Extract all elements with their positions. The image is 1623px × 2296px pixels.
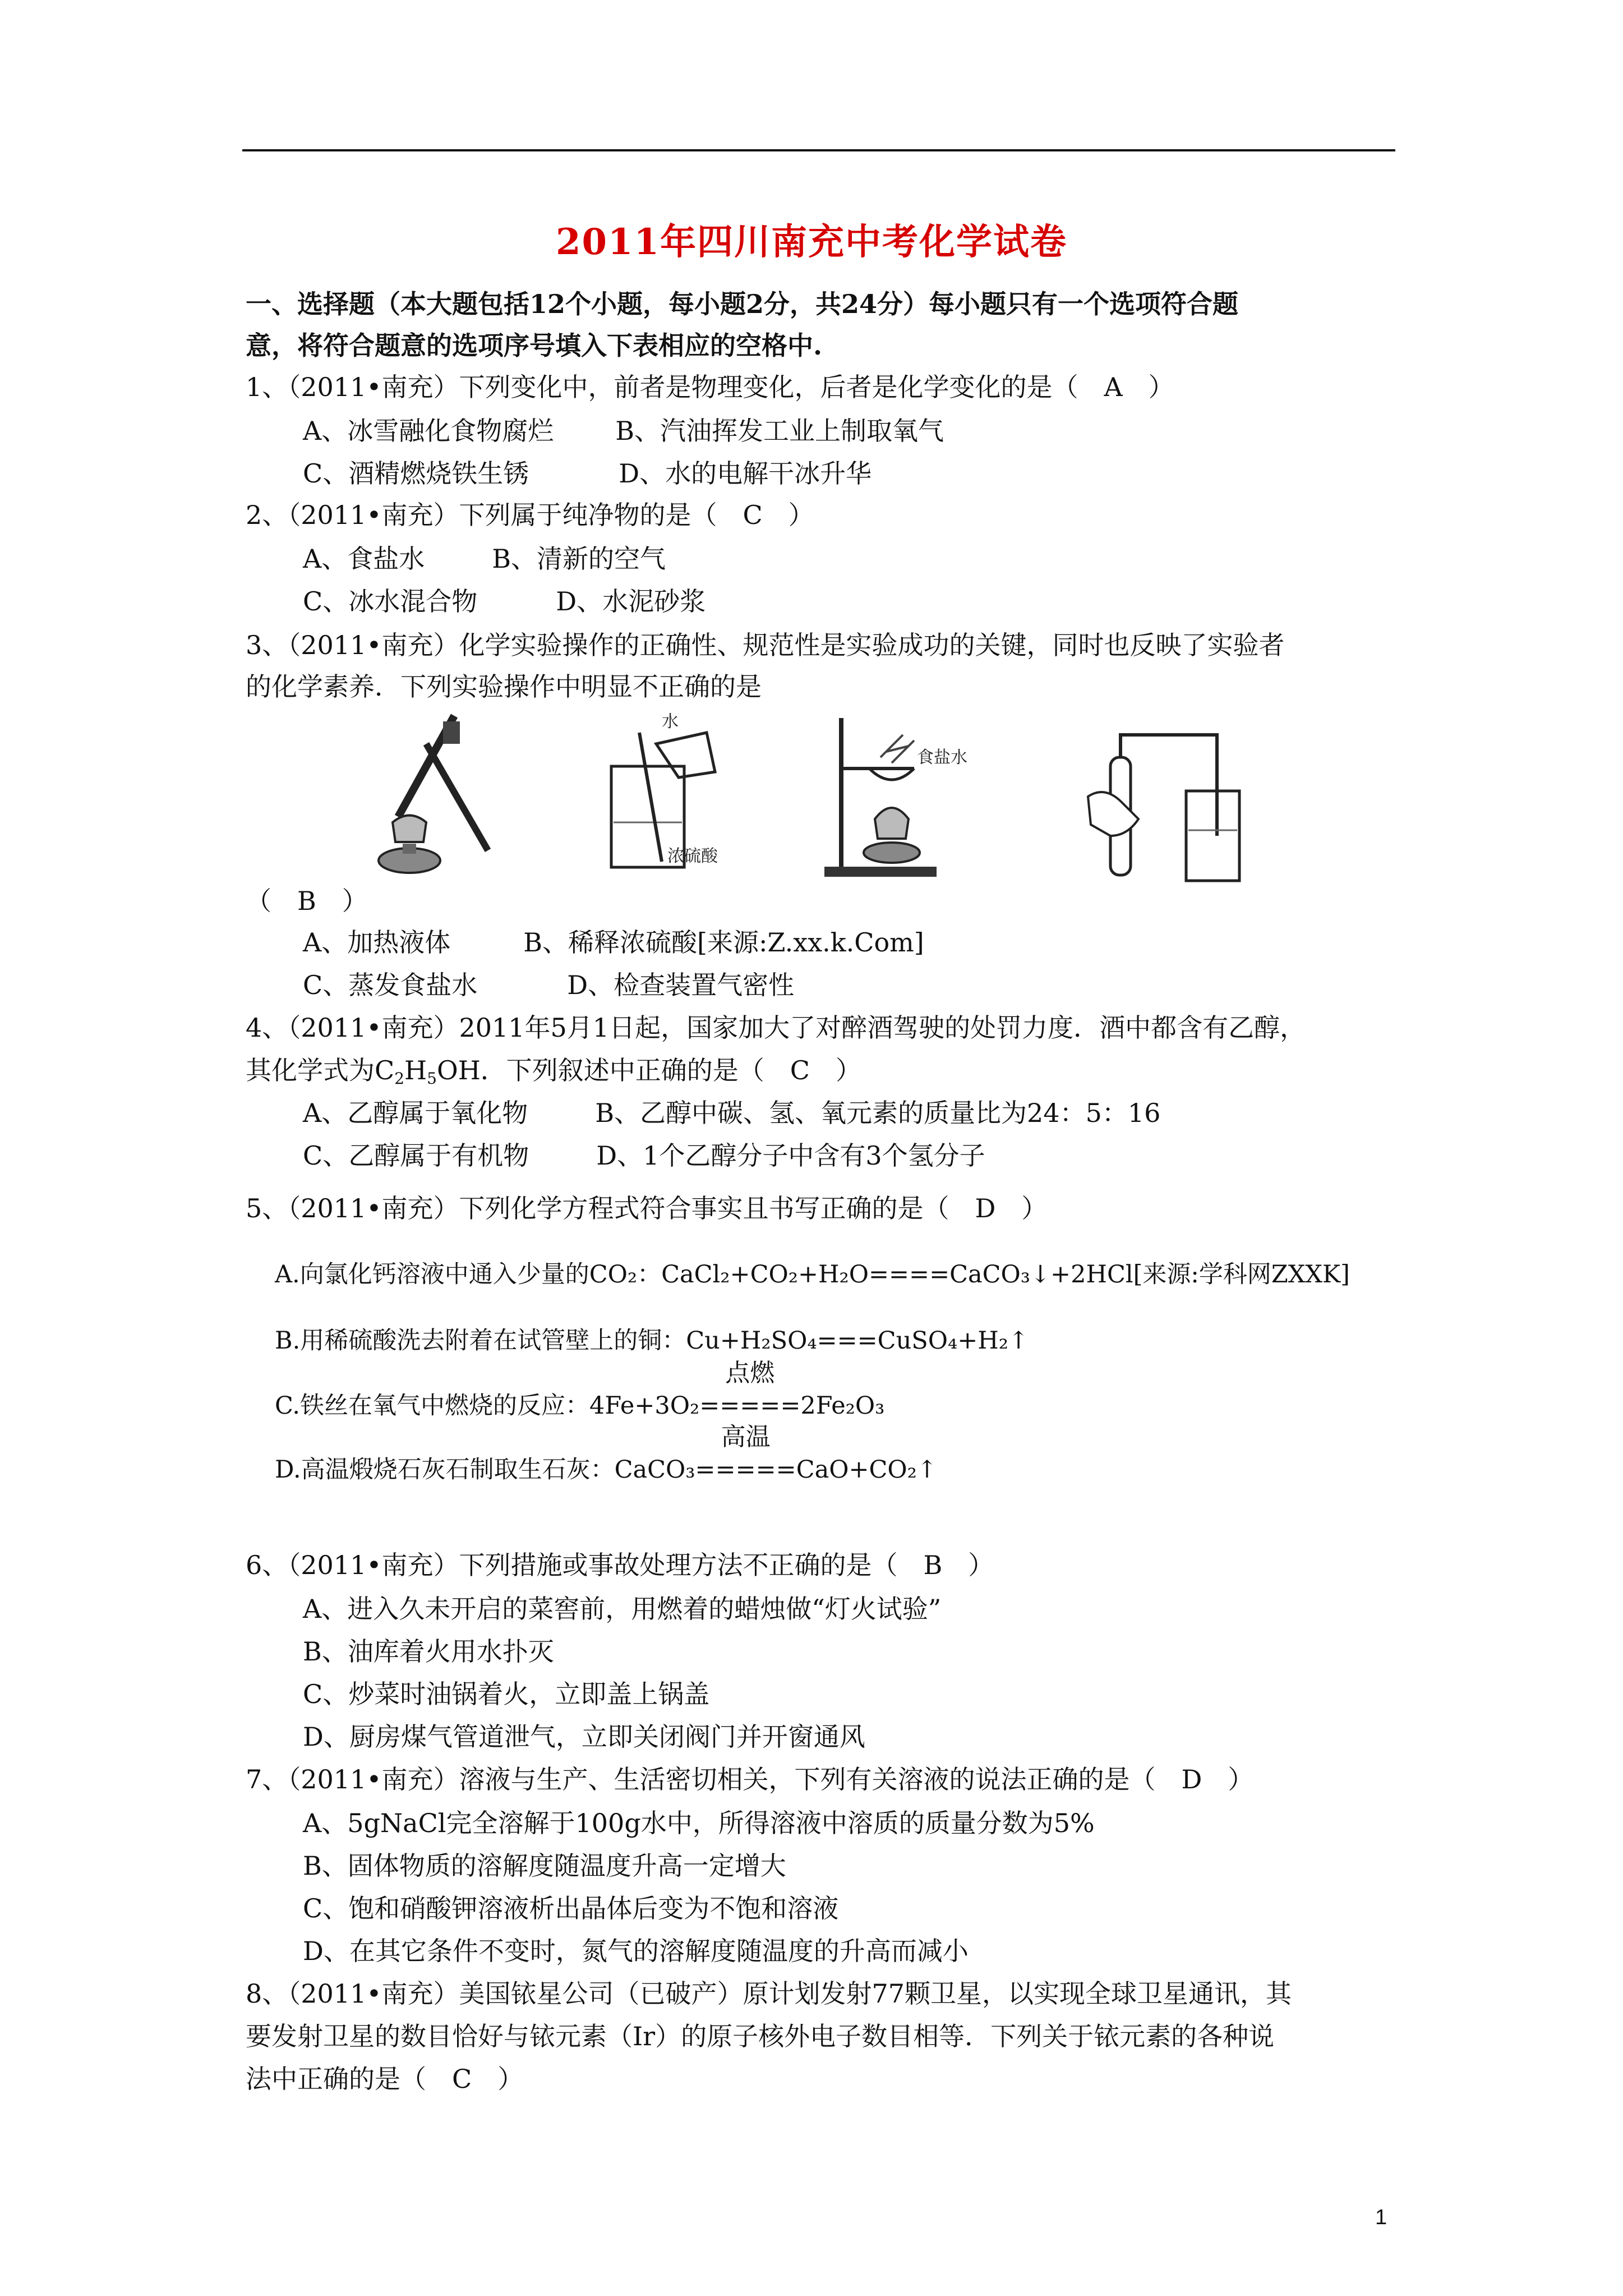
q7-option-b: B、固体物质的溶解度随温度升高一定增大	[303, 1851, 786, 1881]
test-tube-hand-icon	[1077, 724, 1245, 892]
q4-options-row2	[303, 1139, 985, 1172]
q3-option-d: D、检查装置气密性	[567, 970, 795, 1000]
q3-options-row2	[303, 968, 794, 1002]
q4-stem-line2: 其化学式为$C_2H_5OH$．下列叙述中正确的是（ C ）	[246, 1055, 862, 1088]
figure-evaporation	[819, 712, 987, 881]
q1-options-row2	[303, 457, 872, 490]
q3-option-a: A、加热液体	[303, 927, 451, 958]
label-water: 水	[662, 712, 679, 731]
q1-option-d: D、水的电解干冰升华	[619, 458, 872, 489]
q7-stem: 7、（2011•南充）溶液与生产、生活密切相关，下列有关溶液的说法正确的是（ D ）	[246, 1764, 1254, 1795]
q3-stem-line2: 的化学素养．下列实验操作中明显不正确的是	[246, 671, 762, 702]
q8-stem-line2: 要发射卫星的数目恰好与铱元素（Ir）的原子核外电子数目相等．下列关于铱元素的各种说	[246, 2021, 1275, 2051]
q2-option-c: C、冰水混合物	[303, 586, 478, 616]
q3-options-row1	[303, 926, 924, 959]
q6-option-c: C、炒菜时油锅着火，立即盖上锅盖	[303, 1679, 710, 1709]
q4-option-c: C、乙醇属于有机物	[303, 1140, 529, 1171]
beaker-icon	[594, 710, 740, 878]
q5-c-condition: 点燃	[725, 1359, 775, 1387]
q7-option-c: C、饱和硝酸钾溶液析出晶体后变为不饱和溶液	[303, 1893, 839, 1924]
q6-option-a: A、进入久未开启的菜窖前，用燃着的蜡烛做“灯火试验”	[303, 1594, 942, 1624]
q2-option-d: D、水泥砂浆	[556, 586, 706, 616]
q3-option-c: C、蒸发食盐水	[303, 970, 478, 1000]
q1-option-a: A、冰雪融化食物腐烂	[303, 416, 554, 446]
q8-stem-line1: 8、（2011•南充）美国铱星公司（已破产）原计划发射77颗卫星，以实现全球卫星通讯，其	[246, 1978, 1292, 2009]
q6-option-b: B、油库着火用水扑灭	[303, 1636, 554, 1667]
evaporating-dish-icon	[819, 712, 987, 881]
q4-option-a: A、乙醇属于氧化物	[303, 1098, 528, 1128]
q4-option-b: B、乙醇中碳、氢、氧元素的质量比为24：5：16	[595, 1098, 1161, 1128]
q1-options-row1	[303, 414, 944, 448]
q8-stem-line3: 法中正确的是（ C ）	[246, 2064, 524, 2094]
q4-option-d: D、1个乙醇分子中含有3个氢分子	[596, 1140, 985, 1171]
q2-options-row1	[303, 542, 666, 576]
q5-d-condition: 高温	[721, 1423, 771, 1451]
header-rule	[242, 149, 1395, 151]
q1-option-c: C、酒精燃烧铁生锈	[303, 458, 529, 489]
q2-stem: 2、（2011•南充）下列属于纯净物的是（ C ）	[246, 500, 814, 530]
q1-option-b: B、汽油挥发工业上制取氧气	[615, 416, 944, 446]
test-tube-holder-icon	[353, 710, 499, 878]
q7-option-d: D、在其它条件不变时，氮气的溶解度随温度的升高而减小	[303, 1936, 969, 1966]
q4-stem-line1: 4、（2011•南充）2011年5月1日起，国家加大了对醉酒驾驶的处罚力度．酒中都含有乙醇，	[246, 1013, 1306, 1043]
label-salt-water: 食盐水	[917, 748, 967, 767]
label-conc-acid: 浓硫酸	[667, 846, 718, 866]
section-heading-line2: 意，将符合题意的选项序号填入下表相应的空格中.	[246, 330, 823, 361]
figure-dilute-acid	[594, 710, 740, 878]
section-heading-line1: 一、选择题（本大题包括12个小题，每小题2分，共24分）每小题只有一个选项符合题	[246, 289, 1239, 319]
q5-stem: 5、（2011•南充）下列化学方程式符合事实且书写正确的是（ D ）	[246, 1193, 1048, 1223]
q3-option-b: B、稀释浓硫酸[来源:Z.xx.k.Com]	[523, 927, 924, 958]
q5-option-a: A.向氯化钙溶液中通入少量的CO₂：CaCl₂+CO₂+H₂O====CaCO₃↓+2HCl[来源:学科网ZXXK]	[275, 1260, 1350, 1289]
q5-option-d: D.高温煅烧石灰石制取生石灰：CaCO₃ 高温 =====CaO+CO₂↑	[275, 1453, 937, 1487]
q3-answer: （ B ）	[246, 886, 368, 916]
figure-heating-liquid	[353, 710, 499, 878]
q2-options-row2	[303, 585, 706, 618]
page-number: 1	[1375, 2206, 1387, 2229]
q6-stem: 6、（2011•南充）下列措施或事故处理方法不正确的是（ B ）	[246, 1550, 994, 1580]
q5-option-c: C.铁丝在氧气中燃烧的反应：4Fe+3O₂ 点燃 =====2Fe₂O₃	[275, 1389, 884, 1423]
q1-stem: 1、（2011•南充）下列变化中，前者是物理变化，后者是化学变化的是（ A ）	[246, 372, 1174, 402]
page-title: 2011年四川南充中考化学试卷	[555, 221, 1068, 263]
q7-option-a: A、5gNaCl完全溶解于100g水中，所得溶液中溶质的质量分数为5%	[303, 1808, 1095, 1838]
q2-option-a: A、食盐水	[303, 544, 425, 574]
q5-option-b: B.用稀硫酸洗去附着在试管壁上的铜：Cu+H₂SO₄===CuSO₄+H₂↑	[275, 1327, 1029, 1355]
q6-option-d: D、厨房煤气管道泄气，立即关闭阀门并开窗通风	[303, 1722, 865, 1752]
q2-option-b: B、清新的空气	[492, 544, 666, 574]
figure-airtightness	[1077, 724, 1245, 892]
q3-stem-line1: 3、（2011•南充）化学实验操作的正确性、规范性是实验成功的关键，同时也反映了实验者	[246, 630, 1285, 660]
q4-options-row1	[303, 1096, 1160, 1130]
